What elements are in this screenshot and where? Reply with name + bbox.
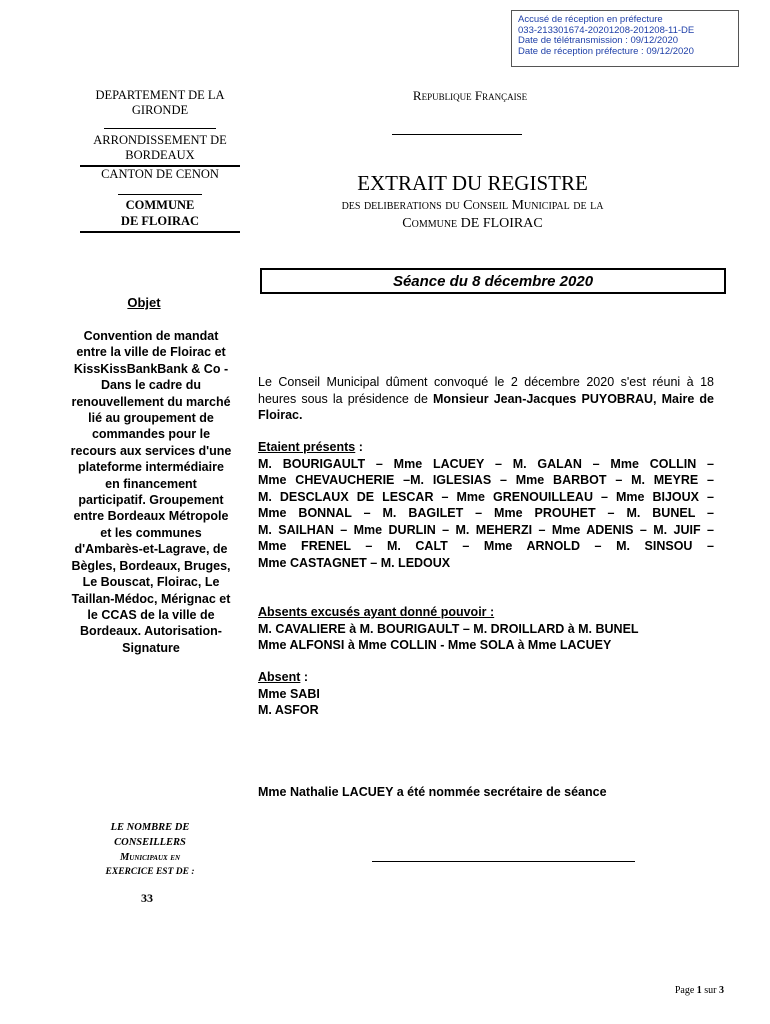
page-title: EXTRAIT DU REGISTRE xyxy=(357,171,588,195)
absents-pouvoir-line-2: Mme ALFONSI à Mme COLLIN - Mme SOLA à Mme LACUEY xyxy=(258,638,612,652)
objet-text: Convention de mandat entre la ville de Floirac et KissKissBankBank & Co - Dans le cadre du renouvellement du marché lié au groupement de commandes pour le recours aux services d'une plateforme intermédiaire en financement participatif. Groupement entre Bordeaux Métropole et les communes d'Ambarès-et-Lagrave, de Bègles, Bordeaux, Bruges, Le Bouscat, Floirac, Le Taillan-Médoc, Mérignac et le CCAS de la ville de Bordeaux. Autorisation-Signature xyxy=(70,329,232,655)
conseillers-line-2: CONSEILLERS xyxy=(114,837,186,848)
commune-line-1: COMMUNE xyxy=(125,198,195,212)
commune-line-2: DE FLOIRAC xyxy=(120,214,200,228)
intro-text: Le Conseil Municipal dûment convoqué le 2 décembre 2020 s'est réuni à 18 heures sous la présidence de xyxy=(258,375,714,406)
absents-pouvoir-line-1: M. CAVALIERE à M. BOURIGAULT – M. DROILLARD à M. BUNEL xyxy=(258,621,639,636)
presents-line-1: M. BOURIGAULT – Mme LACUEY – M. GALAN – Mme COLLIN – xyxy=(258,456,714,471)
absent-line-2: M. ASFOR xyxy=(258,703,319,717)
presents-line-5: M. SAILHAN – Mme DURLIN – M. MEHERZI – Mme ADENIS – M. JUIF – xyxy=(258,522,714,537)
republique: Republique Française xyxy=(412,88,528,103)
reception-stamp xyxy=(511,10,739,67)
subtitle-line-1: des deliberations du Conseil Municipal de la xyxy=(341,198,604,213)
presents-colon: : xyxy=(355,440,363,454)
absent-line-1: Mme SABI xyxy=(258,686,320,701)
subtitle-line-2: Commune DE FLOIRAC xyxy=(402,216,543,231)
departement: DEPARTEMENT DE LA GIRONDE xyxy=(95,88,225,117)
presents-block xyxy=(258,439,714,571)
divider-6 xyxy=(372,861,635,862)
divider-3 xyxy=(118,194,202,195)
absents-pouvoir-block xyxy=(258,604,714,654)
presents-line-6: Mme FRENEL – M. CALT – Mme ARNOLD – M. SINSOU – xyxy=(258,539,714,553)
stamp-line-3: Date de télétransmission : 09/12/2020 xyxy=(518,36,679,46)
conseillers-line-3: Municipaux en xyxy=(119,852,181,863)
objet-label: Objet xyxy=(127,295,161,310)
page-total: 3 xyxy=(719,985,724,996)
conseillers-line-1: LE NOMBRE DE xyxy=(110,822,190,833)
absents-pouvoir-label: Absents excusés ayant donné pouvoir : xyxy=(258,605,495,619)
page-mid: sur xyxy=(701,985,719,996)
secretaire-line: Mme Nathalie LACUEY a été nommée secrétaire de séance xyxy=(258,785,607,799)
conseillers-count: 33 xyxy=(141,891,153,905)
presents-line-7: Mme CASTAGNET – M. LEDOUX xyxy=(258,555,451,570)
arrondissement: ARRONDISSEMENT DE BORDEAUX xyxy=(93,133,227,162)
stamp-line-4: Date de réception préfecture : 09/12/2020 xyxy=(518,46,694,57)
absent-block xyxy=(258,669,714,719)
divider-4 xyxy=(80,231,240,233)
canton: CANTON DE CENON xyxy=(101,167,219,181)
divider-1 xyxy=(104,128,216,129)
page-current: 1 xyxy=(696,985,702,996)
presents-line-3: M. DESCLAUX DE LESCAR – Mme GRENOUILLEAU – Mme BIJOUX – xyxy=(258,489,714,504)
conseillers-block xyxy=(86,820,214,880)
presents-label: Etaient présents xyxy=(258,440,356,454)
divider-5 xyxy=(392,134,522,135)
president-text: Monsieur Jean-Jacques PUYOBRAU, Maire de Floirac. xyxy=(258,391,714,422)
absent-label: Absent xyxy=(258,670,301,684)
seance-box: Séance du 8 décembre 2020 xyxy=(260,268,726,294)
presents-line-2: Mme CHEVAUCHERIE –M. IGLESIAS – Mme BARBOT – M. MEYRE – xyxy=(258,473,714,487)
stamp-line-2: 033-213301674-20201208-201208-11-DE xyxy=(518,25,695,36)
page-prefix: Page xyxy=(674,985,697,996)
conseillers-line-4: EXERCICE EST DE : xyxy=(105,867,195,877)
intro-paragraph xyxy=(258,374,714,424)
page-number xyxy=(640,985,724,996)
presents-line-4: Mme BONNAL – M. BAGILET – Mme PROUHET – M. BUNEL – xyxy=(258,506,714,520)
absent-colon: : xyxy=(300,670,309,684)
stamp-line-1: Accusé de réception en préfecture xyxy=(518,15,663,25)
